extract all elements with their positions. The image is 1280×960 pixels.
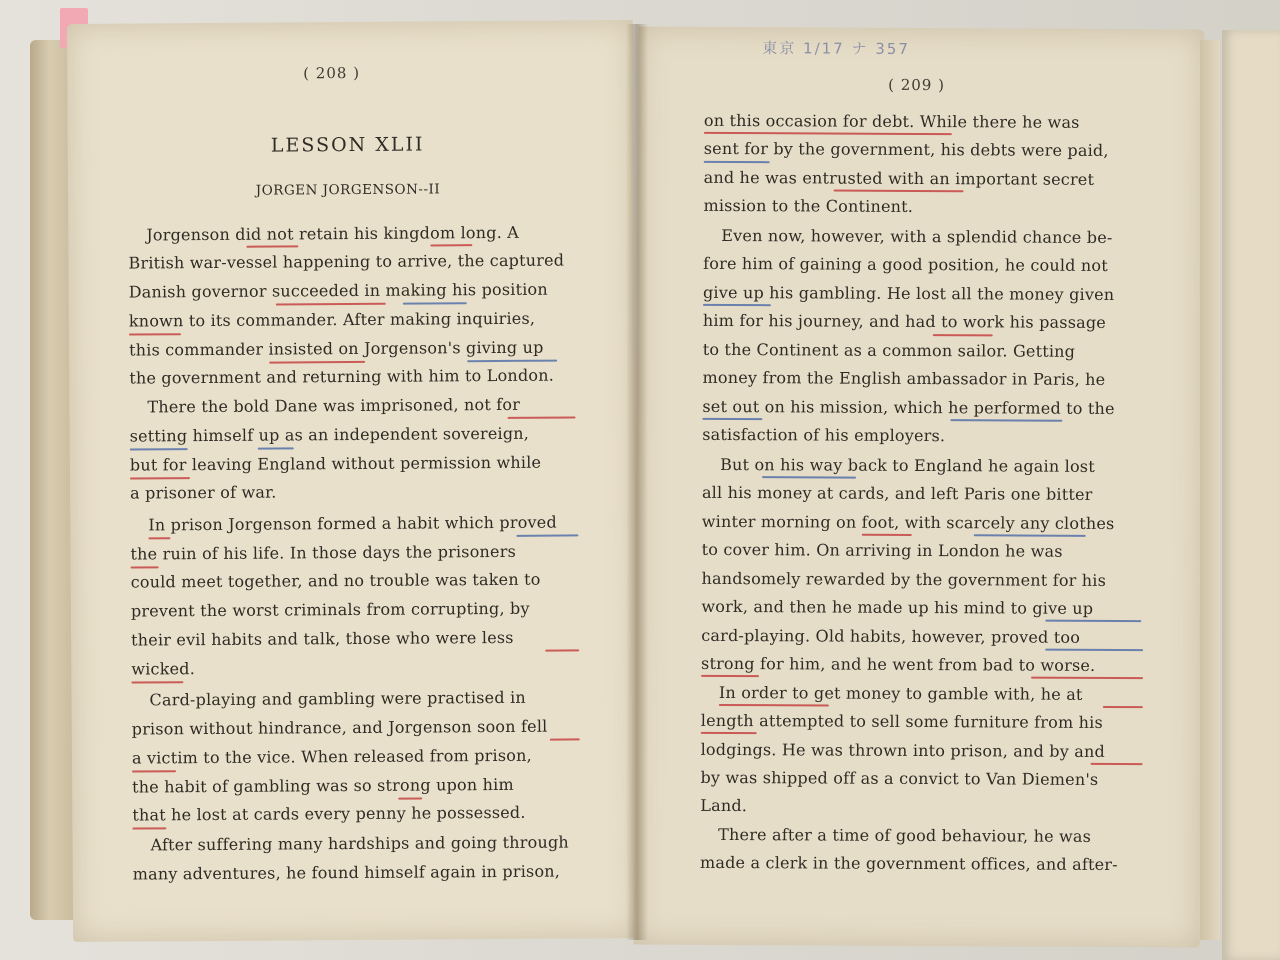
red-underline-mark [862,534,912,536]
red-underline-mark [132,770,176,772]
text-line: Even now, however, with a splendid chance be- [721,225,1113,248]
red-underline-mark [269,361,365,364]
red-underline-mark [834,190,964,193]
text-line: In prison Jorgenson formed a habit which proved [148,512,557,535]
red-underline-mark [129,333,181,335]
blue-underline-mark [130,448,188,450]
text-line: lodgings. He was thrown into prison, and by and [700,739,1106,761]
blue-underline-mark [950,419,1062,422]
text-line: their evil habits and talk, those who were less [131,627,514,650]
text-line: give up his gambling. He lost all the money given [702,282,1115,305]
text-line: to cover him. On arriving in London he was [701,539,1063,561]
adjacent-book [1222,30,1280,960]
text-line: money from the English ambassador in Paris, he [702,367,1106,389]
blue-underline-mark [1045,620,1141,623]
red-underline-mark [276,303,386,306]
text-line: Danish governor succeeded in making his position [128,279,548,302]
text-line: many adventures, he found himself again in prison, [132,861,561,884]
blue-underline-mark [703,304,771,306]
text-line: In order to get money to gamble with, he at [718,682,1083,704]
text-line: Card-playing and gambling were practised in [149,687,526,710]
page-number-left: ( 208 ) [303,63,361,83]
red-underline-mark [148,537,170,539]
text-line: sent for by the government, his debts were paid, [703,138,1109,160]
text-line: setting himself up as an independent sovereign, [129,423,530,446]
text-line: the ruin of his life. In those days the prisoners [130,541,517,564]
text-line: winter morning on foot, with scarcely any clothes [701,511,1115,534]
text-line: to the Continent as a common sailor. Getting [702,339,1076,361]
text-line: all his money at cards, and left Paris one bitter [701,482,1093,504]
text-line: card-playing. Old habits, however, proved too [701,625,1081,647]
red-underline-mark [701,675,759,677]
text-line: handsomely rewarded by the government for his [701,568,1107,590]
text-line: British war-vessel happening to arrive, the captured [128,250,565,273]
text-line: There the bold Dane was imprisoned, not for [147,394,521,417]
book-edge-right [1200,40,1220,940]
text-line: Jorgenson did not retain his kingdom long. A [146,222,520,245]
blue-underline-mark [258,447,294,449]
text-line: known to its commander. After making inquiries, [128,308,536,331]
text-line: There after a time of good behaviour, he was [718,824,1092,846]
lesson-subtitle: JORGEN JORGENSON--II [255,181,441,199]
left-page [67,20,639,942]
text-line: the habit of gambling was so strong upon him [132,774,514,797]
red-underline-mark [132,827,166,829]
text-line: strong for him, and he went from bad to worse. [701,653,1096,675]
red-underline-mark [719,704,829,707]
blue-underline-mark [702,418,762,420]
text-line: After suffering many hardships and going through [150,832,569,855]
text-line: fore him of gaining a good position, he could not [703,253,1108,275]
red-underline-mark [704,132,952,135]
blue-underline-mark [403,302,467,304]
red-underline-mark [246,245,298,247]
text-line: but for leaving England without permission while [129,452,542,475]
text-line: work, and then he made up his mind to give up [701,596,1094,618]
text-line: satisfaction of his employers. [702,424,946,446]
blue-underline-mark [1045,649,1143,652]
book-gutter [626,24,648,940]
red-underline-mark [545,649,579,651]
text-line: length attempted to sell some furniture from his [700,710,1103,732]
text-line: on this occasion for debt. While there he was [703,110,1080,132]
page-number-right: ( 209 ) [888,75,946,95]
blue-underline-mark [704,161,770,163]
red-underline-mark [131,681,183,683]
text-line: a victim to the vice. When released from prison, [131,745,532,768]
text-line: this commander insisted on Jorgenson's giving up [129,337,544,360]
handwritten-note: 東京 1/17 ナ 357 [762,39,910,58]
red-underline-mark [550,738,580,740]
text-line: by was shipped off as a convict to Van Diemen's [700,767,1099,789]
text-line: Land. [700,795,748,816]
text-line: could meet together, and no trouble was taken to [130,569,541,592]
text-line: prevent the worst criminals from corrupting, by [130,598,530,621]
text-line: set out on his mission, which he performed to the [702,396,1115,419]
text-line: and he was entrusted with an important secret [703,167,1095,189]
red-underline-mark [430,244,472,246]
blue-underline-mark [974,534,1086,537]
red-underline-mark [1091,763,1143,765]
text-line: made a clerk in the government offices, and after- [699,852,1118,875]
red-underline-mark [131,566,159,568]
blue-underline-mark [467,360,557,363]
text-line: But on his way back to England he again lost [720,454,1095,476]
text-line: prison without hindrance, and Jorgenson soon fell [131,716,548,739]
blue-underline-mark [516,534,578,536]
blue-underline-mark [762,476,856,478]
text-line: that he lost at cards every penny he possessed. [132,802,526,825]
text-line: mission to the Continent. [703,195,914,216]
red-underline-mark [398,798,422,800]
text-line: wicked. [131,659,196,679]
red-underline-mark [1031,677,1143,680]
text-line: him for his journey, and had to work his passage [702,310,1107,332]
red-underline-mark [130,477,190,479]
right-page [634,27,1205,948]
red-underline-mark [1103,706,1143,708]
red-underline-mark [508,416,576,418]
text-line: a prisoner of war. [130,482,277,503]
lesson-title: LESSON XLII [270,133,425,157]
text-line: the government and returning with him to London. [129,365,555,388]
red-underline-mark [701,732,757,734]
red-underline-mark [933,334,993,336]
